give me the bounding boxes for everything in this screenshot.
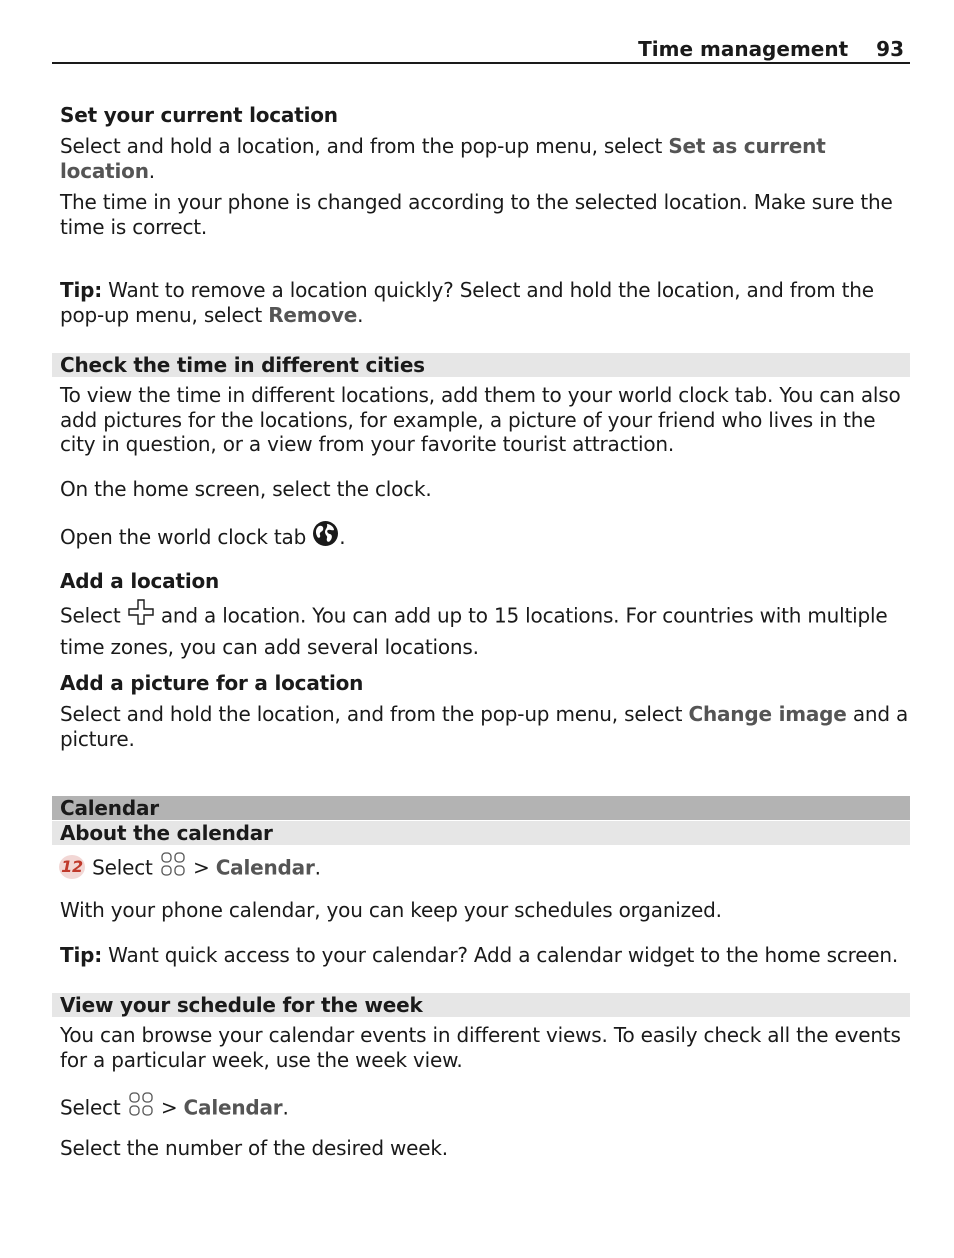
section-bar-about-calendar bbox=[52, 821, 910, 845]
text: The time in your phone is changed according to the selected location. Make sure the bbox=[60, 190, 893, 214]
keyword-remove: Remove bbox=[268, 302, 358, 327]
week-select-instruction bbox=[60, 1092, 910, 1126]
text: picture. bbox=[60, 726, 135, 751]
page-header bbox=[52, 36, 910, 64]
keyword-change-image: Change image bbox=[688, 702, 847, 726]
text: Want quick access to your calendar? Add a calendar widget to the home screen. bbox=[102, 943, 899, 967]
text: and a bbox=[846, 702, 909, 726]
tip-remove-location bbox=[60, 278, 910, 327]
keyword-calendar: Calendar bbox=[215, 855, 315, 880]
text: . bbox=[357, 302, 364, 327]
text: . bbox=[282, 1095, 289, 1120]
menu-grid-icon bbox=[159, 850, 187, 884]
globe-icon bbox=[312, 520, 339, 553]
text: city in question, or a view from your favorite tourist attraction. bbox=[60, 432, 675, 456]
home-screen-instruction: On the home screen, select the clock. bbox=[60, 477, 432, 501]
section-bar-calendar bbox=[52, 796, 910, 820]
text: Select bbox=[60, 603, 127, 628]
text: time is correct. bbox=[60, 214, 208, 239]
text: for a particular week, use the week view. bbox=[60, 1047, 463, 1072]
time-changed-paragraph bbox=[60, 190, 910, 239]
set-location-paragraph bbox=[60, 134, 910, 183]
select-week-number-instruction: Select the number of the desired week. bbox=[60, 1136, 448, 1160]
keyword-location: location bbox=[60, 158, 149, 183]
week-view-paragraph bbox=[60, 1023, 910, 1072]
add-location-paragraph bbox=[60, 600, 910, 660]
add-icon bbox=[127, 598, 155, 632]
keyword-calendar: Calendar bbox=[183, 1095, 283, 1120]
add-picture-heading: Add a picture for a location bbox=[60, 671, 364, 695]
text: You can browse your calendar events in different views. To easily check all the events bbox=[60, 1023, 901, 1047]
text: > bbox=[154, 1095, 184, 1120]
week-view-heading: View your schedule for the week bbox=[60, 993, 423, 1017]
open-world-clock-instruction bbox=[60, 522, 910, 555]
text: . bbox=[339, 524, 346, 549]
text: add pictures for the locations, for example, a picture of your friend who lives in the bbox=[60, 407, 876, 432]
text: . bbox=[148, 158, 155, 183]
calendar-badge-number: 12 bbox=[61, 856, 83, 876]
text: and a location. You can add up to 15 locations. For countries with multiple bbox=[154, 603, 888, 628]
section-bar-week-view bbox=[52, 993, 910, 1017]
text: To view the time in different locations, add them to your world clock tab. You can also bbox=[60, 383, 901, 407]
calendar-section-heading: Calendar bbox=[60, 796, 159, 820]
chapter-title: Time management bbox=[638, 37, 849, 61]
keyword-set-as-current: Set as current bbox=[668, 134, 826, 158]
text: Select and hold the location, and from the pop-up menu, select bbox=[60, 702, 689, 726]
text: Select and hold a location, and from the pop-up menu, select bbox=[60, 134, 669, 158]
text: . bbox=[314, 855, 321, 880]
text: > bbox=[186, 855, 216, 880]
about-calendar-heading: About the calendar bbox=[60, 821, 273, 845]
section-bar-check-time bbox=[52, 353, 910, 377]
calendar-intro-paragraph: With your phone calendar, you can keep your schedules organized. bbox=[60, 898, 722, 922]
tip-label: Tip: bbox=[60, 943, 103, 967]
text: Want to remove a location quickly? Select and hold the location, and from the bbox=[102, 278, 874, 302]
text: time zones, you can add several locations. bbox=[60, 635, 479, 659]
text: Select bbox=[60, 1095, 127, 1120]
text: pop-up menu, select bbox=[60, 302, 269, 327]
add-picture-paragraph bbox=[60, 702, 910, 751]
calendar-badge-icon bbox=[58, 854, 86, 880]
set-location-heading: Set your current location bbox=[60, 103, 338, 127]
calendar-select-instruction bbox=[58, 852, 908, 886]
check-time-heading: Check the time in different cities bbox=[60, 353, 425, 377]
add-location-heading: Add a location bbox=[60, 569, 220, 593]
menu-grid-icon bbox=[127, 1090, 155, 1124]
page-number: 93 bbox=[876, 37, 904, 61]
text: Select bbox=[86, 855, 159, 880]
tip-label: Tip: bbox=[60, 278, 103, 302]
tip-calendar-widget bbox=[60, 943, 910, 968]
world-clock-paragraph bbox=[60, 383, 910, 457]
text: Open the world clock tab bbox=[60, 524, 313, 549]
